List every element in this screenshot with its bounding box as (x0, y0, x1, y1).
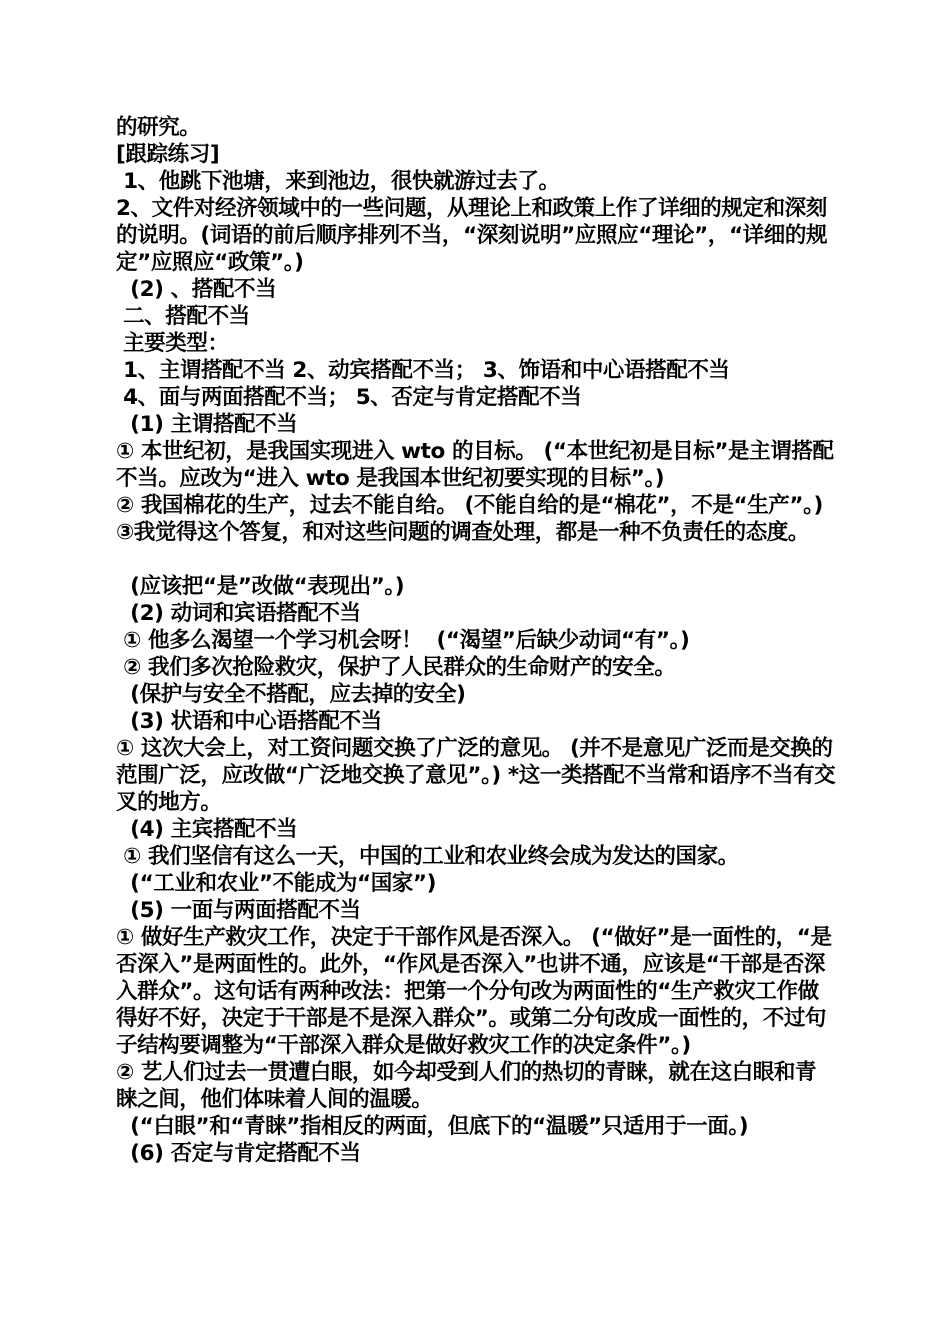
section-label: [跟踪练习] (116, 142, 220, 167)
document-body (116, 114, 836, 1167)
example-item: ① 做好生产救灾工作，决定于干部作风是否深入。 (“做好”是一面性的，“是否深入”是两面性的。此外，“作风是否深入”也讲不通，应该是“干部是否深入群众”。这句话有两种改法：把第一个分句改为两面性的“生产救灾工作做得好不好，决定于干部是不是深入群众”。或第二分句改成一面性的，不过句子结构要调整为“干部深入群众是做好救灾工作的决定条件”。) (116, 925, 832, 1058)
explanation: (保护与安全不搭配，应去掉的安全) (116, 682, 466, 707)
example-item: ② 艺人们过去一贯遭白眼，如今却受到人们的热切的青睐，就在这白眼和青睐之间，他们体味着人间的温暖。 (116, 1060, 817, 1112)
type-list: 1、主谓搭配不当 2、动宾搭配不当； 3、饰语和中心语搭配不当 (116, 358, 730, 383)
subheading: (3) 状语和中心语搭配不当 (116, 709, 382, 734)
explanation: (“白眼”和“青睐”指相反的两面，但底下的“温暖”只适用于一面。) (116, 1114, 749, 1139)
subheading: (5) 一面与两面搭配不当 (116, 898, 361, 923)
exercise-item: 1、他跳下池塘，来到池边，很快就游过去了。 (116, 169, 560, 194)
type-list: 4、面与两面搭配不当； 5、否定与肯定搭配不当 (116, 385, 582, 410)
explanation: (“工业和农业”不能成为“国家”) (116, 871, 437, 896)
subheading: (4) 主宾搭配不当 (116, 817, 298, 842)
example-item: ① 他多么渴望一个学习机会呀！ (“渴望”后缺少动词“有”。) (116, 628, 690, 653)
subheading: (6) 否定与肯定搭配不当 (116, 1141, 361, 1166)
explanation: (应该把“是”改做“表现出”。) (116, 574, 405, 599)
subheading: (1) 主谓搭配不当 (116, 412, 298, 437)
example-item: ① 我们坚信有这么一天，中国的工业和农业终会成为发达的国家。 (116, 844, 739, 869)
example-item: ① 本世纪初，是我国实现进入 wto 的目标。 (“本世纪初是目标”是主谓搭配不当。应改为“进入 wto 是我国本世纪初要实现的目标”。) (116, 439, 834, 491)
subheading: 主要类型： (116, 331, 229, 356)
exercise-item: 2、文件对经济领域中的一些问题，从理论上和政策上作了详细的规定和深刻的说明。(词语的前后顺序排列不当，“深刻说明”应照应“理论”，“详细的规定”应照应“政策”。) (116, 196, 828, 275)
example-item: ② 我们多次抢险救灾，保护了人民群众的生命财产的安全。 (116, 655, 676, 680)
example-item: ① 这次大会上，对工资问题交换了广泛的意见。 (并不是意见广泛而是交换的范围广泛，应改做“广泛地交换了意见”。) *这一类搭配不当常和语序不当有交叉的地方。 (116, 736, 836, 815)
text-line: 的研究。 (116, 115, 201, 140)
heading: 二、搭配不当 (116, 304, 250, 329)
subheading: (2) 、搭配不当 (116, 277, 277, 302)
subheading: (2) 动词和宾语搭配不当 (116, 601, 361, 626)
example-item: ② 我国棉花的生产，过去不能自给。 (不能自给的是“棉花”，不是“生产”。) ③我觉得这个答复，和对这些问题的调查处理，都是一种不负责任的态度。 (116, 493, 823, 545)
